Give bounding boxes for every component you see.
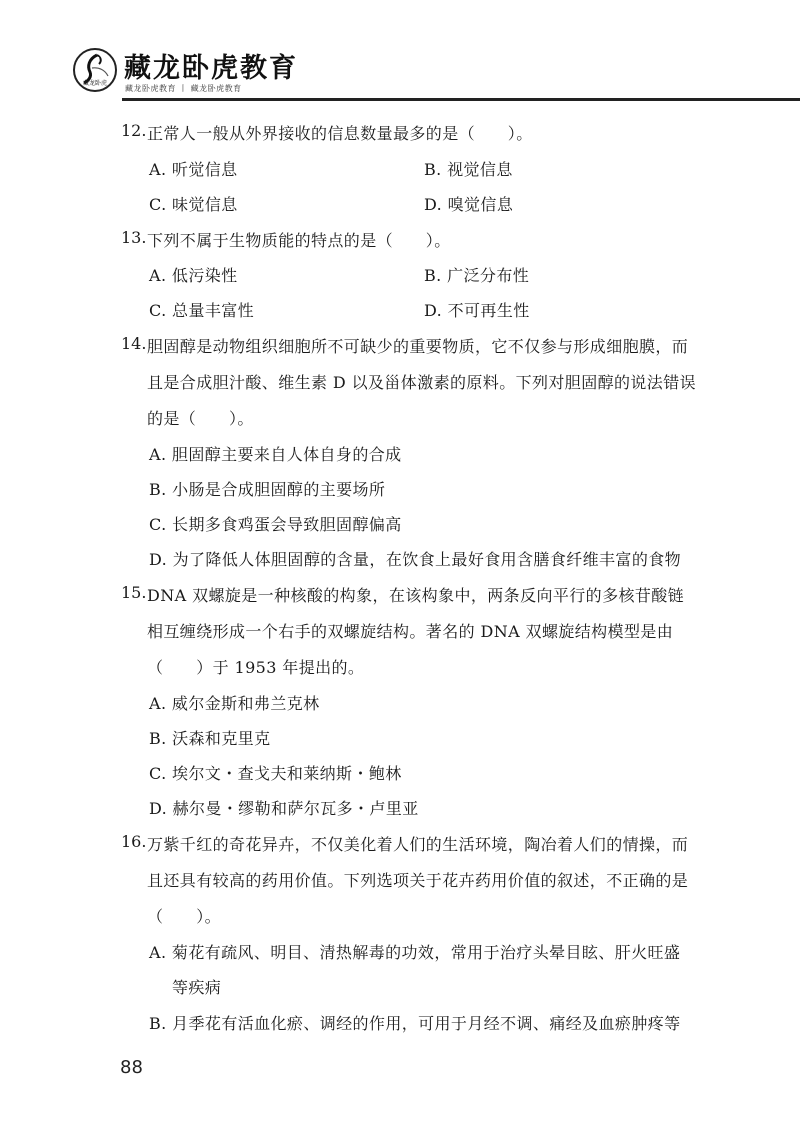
question-13-option-d[interactable]: D. 不可再生性	[424, 301, 530, 320]
question-15-stem-line-3: （ ）于 1953 年提出的。	[147, 658, 365, 677]
question-13-option-a[interactable]: A. 低污染性	[149, 266, 238, 285]
question-15-option-c[interactable]: C. 埃尔文・查戈夫和莱纳斯・鲍林	[149, 764, 402, 783]
question-12-stem: 正常人一般从外界接收的信息数量最多的是（ ）。	[147, 124, 533, 143]
logo-text: 藏龙卧虎	[82, 80, 107, 87]
question-14-stem-line-1: 胆固醇是动物组织细胞所不可缺少的重要物质，它不仅参与形成细胞膜，而	[147, 337, 689, 356]
question-16-stem-line-3: （ ）。	[147, 907, 222, 926]
question-16-option-a[interactable]: A. 菊花有疏风、明目、清热解毒的功效，常用于治疗头晕目眩、肝火旺盛	[149, 943, 681, 962]
question-14-option-d[interactable]: D. 为了降低人体胆固醇的含量，在饮食上最好食用含膳食纤维丰富的食物	[149, 550, 682, 569]
question-12-option-a[interactable]: A. 听觉信息	[149, 160, 238, 179]
question-14-stem-line-3: 的是（ ）。	[147, 409, 254, 428]
page-header	[0, 0, 800, 100]
question-15-stem-line-2: 相互缠绕形成一个右手的双螺旋结构。著名的 DNA 双螺旋结构模型是由	[147, 622, 674, 641]
question-12-option-d[interactable]: D. 嗅觉信息	[424, 195, 514, 214]
question-13-stem: 下列不属于生物质能的特点的是（ ）。	[147, 231, 451, 250]
brand-logo	[73, 48, 117, 92]
question-16-stem-line-1: 万紫千红的奇花异卉，不仅美化着人们的生活环境，陶冶着人们的情操，而	[147, 835, 689, 854]
brand-name: 藏龙卧虎教育	[124, 53, 298, 84]
question-14-option-c[interactable]: C. 长期多食鸡蛋会导致胆固醇偏高	[149, 515, 402, 534]
page-number: 88	[120, 1057, 143, 1078]
question-12-option-b[interactable]: B. 视觉信息	[424, 160, 513, 179]
question-16-number: 16.	[121, 832, 147, 851]
question-15-option-b[interactable]: B. 沃森和克里克	[149, 729, 271, 748]
header-divider	[122, 98, 800, 101]
question-16-option-b[interactable]: B. 月季花有活血化瘀、调经的作用，可用于月经不调、痛经及血瘀肿疼等	[149, 1014, 681, 1033]
brand-slogan: 藏龙卧虎教育 丨 藏龙卧虎教育	[125, 84, 242, 93]
question-14-option-a[interactable]: A. 胆固醇主要来自人体自身的合成	[149, 445, 402, 464]
question-16-option-a-continuation: 等疾病	[172, 978, 222, 997]
question-12-option-c[interactable]: C. 味觉信息	[149, 195, 238, 214]
question-16-stem-line-2: 且还具有较高的药用价值。下列选项关于花卉药用价值的叙述，不正确的是	[147, 871, 689, 890]
question-13-option-b[interactable]: B. 广泛分布性	[424, 266, 530, 285]
question-15-stem-line-1: DNA 双螺旋是一种核酸的构象，在该构象中，两条反向平行的多核苷酸链	[147, 586, 685, 605]
question-13-option-c[interactable]: C. 总量丰富性	[149, 301, 255, 320]
question-15-option-d[interactable]: D. 赫尔曼・缪勒和萨尔瓦多・卢里亚	[149, 799, 419, 818]
question-12-number: 12.	[121, 121, 147, 140]
question-14-stem-line-2: 且是合成胆汁酸、维生素 D 以及甾体激素的原料。下列对胆固醇的说法错误	[147, 373, 697, 392]
question-14-option-b[interactable]: B. 小肠是合成胆固醇的主要场所	[149, 480, 386, 499]
question-15-number: 15.	[121, 583, 147, 602]
question-13-number: 13.	[121, 228, 147, 247]
question-14-number: 14.	[121, 334, 147, 353]
question-15-option-a[interactable]: A. 威尔金斯和弗兰克林	[149, 694, 320, 713]
